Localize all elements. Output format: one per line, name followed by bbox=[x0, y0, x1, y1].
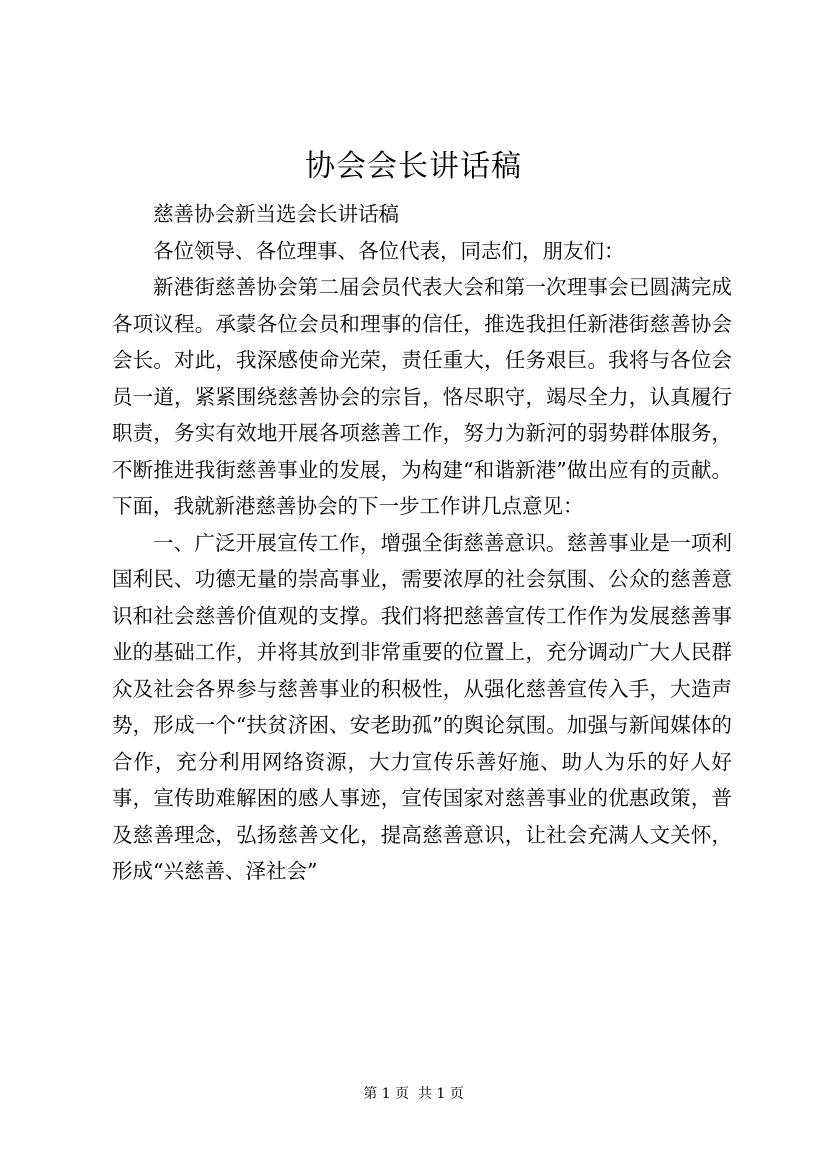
salutation: 各位领导、各位理事、各位代表，同志们，朋友们： bbox=[153, 238, 625, 263]
document-title: 协会会长讲话稿 bbox=[305, 149, 522, 184]
document-body bbox=[112, 196, 732, 890]
body-paragraph: 一、广泛开展宣传工作，增强全街慈善意识。慈善事业是一项利国利民、功德无量的崇高事业，需要浓厚的社会氛围、公众的慈善意识和社会慈善价值观的支撑。我们将把慈善宣传工作作为发展慈善事业的基础工作，并将其放到非常重要的位置上，充分调动广大人民群众及社会各界参与慈善事业的积极性，从强化慈善宣传入手，大造声势，形成一个“扶贫济困、安老助孤”的舆论氛围。加强与新闻媒体的合作，充分利用网络资源，大力宣传乐善好施、助人为乐的好人好事，宣传助难解困的感人事迹，宣传国家对慈善事业的优惠政策，普及慈善理念，弘扬慈善文化，提高慈善意识，让社会充满人文关怀，形成“兴慈善、泽社会” bbox=[112, 530, 732, 883]
body-paragraph: 新港街慈善协会第二届会员代表大会和第一次理事会已圆满完成各项议程。承蒙各位会员和理事的信任，推选我担任新港街慈善协会会长。对此，我深感使命光荣，责任重大，任务艰巨。我将与各位会员一道，紧紧围绕慈善协会的宗旨，恪尽职守，竭尽全力，认真履行职责，务实有效地开展各项慈善工作，努力为新河的弱势群体服务，不断推进我街慈善事业的发展，为构建“和谐新港”做出应有的贡献。下面，我就新港慈善协会的下一步工作讲几点意见： bbox=[112, 275, 732, 518]
page-footer: 第 1 页 共 1 页 bbox=[363, 1086, 464, 1102]
speech-heading: 慈善协会新当选会长讲话稿 bbox=[153, 202, 399, 226]
